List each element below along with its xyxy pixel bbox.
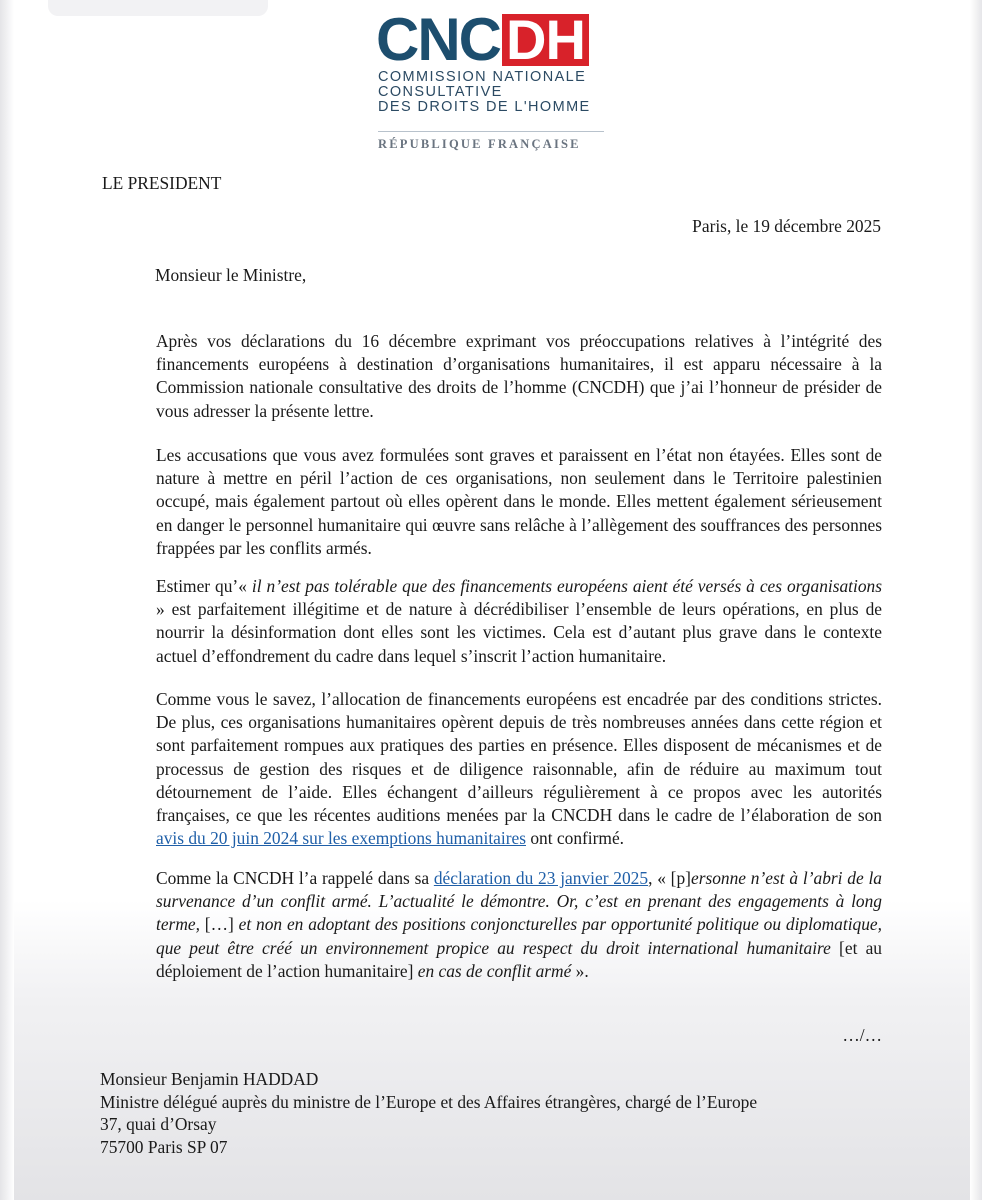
logo-wordmark	[376, 6, 589, 73]
page-shadow-left	[0, 0, 14, 1200]
recipient-position: Ministre délégué auprès du ministre de l’Europe et des Affaires étrangères, chargé de l’Europe	[100, 1091, 758, 1112]
cncdh-logo	[376, 6, 606, 152]
paragraph-5-quote-c: en cas de conflit armé	[417, 960, 572, 981]
recipient-address	[100, 1068, 757, 1158]
declaration-link[interactable]: déclaration du 23 janvier 2025	[433, 868, 649, 888]
logo-letters-dh: DH	[506, 8, 585, 71]
paragraph-1	[100, 330, 882, 423]
paragraph-4-text: Comme vous le savez, l’allocation de financements européens est encadrée par des conditions strictes. De plus, ces organisations humanitaires opèrent depuis de très nombreuses années dans cette région et sont parfaitement rompues aux pratiques des parties en présence. Elles disposent de mécanismes et de processus de gestion des risques et de diligence raisonnable, afin de réduire au maximum tout détournement de l’aide. Elles échangent d’ailleurs régulièrement à ce propos avec les autorités françaises, ce que les récentes auditions menées par la CNCDH dans le cadre de l’élaboration de son	[156, 689, 882, 826]
logo-dh-box	[502, 8, 589, 71]
salutation: Monsieur le Ministre,	[155, 265, 307, 285]
paragraph-5-intro: Comme la CNCDH l’a rappelé dans sa	[156, 868, 434, 888]
paragraph-5-bracket: [et au déploiement de l’action humanitaire]	[156, 937, 883, 981]
logo-divider	[378, 131, 604, 132]
paragraph-5-after-link: , « [p]	[648, 868, 691, 888]
paragraph-3-quote: il n’est pas tolérable que des financements européens aient été versés à ces organisations	[251, 576, 883, 596]
paragraph-2-text: Les accusations que vous avez formulées sont graves et paraissent en l’état non étayées. Elles sont de nature à mettre en péril l’action de ces organisations, non seulement dans le Territoire palestinien occupé, mais également partout où elles opèrent dans le monde. Elles mettent également sérieusement en danger le personnel humanitaire qui œuvre sans relâche à l’allègement des souffrances des personnes frappées par les conflits armés.	[156, 445, 882, 558]
paragraph-3-rest: » est parfaitement illégitime et de nature à décrédibiliser l’ensemble de leurs opérations, en plus de nourrir la désinformation dont elles sont les victimes. Cela est d’autant plus grave dans le contexte actuel d’effondrement du cadre dans lequel s’inscrit l’action humanitaire.	[156, 599, 882, 666]
paragraph-3-intro: Estimer qu’«	[156, 576, 252, 596]
paragraph-4-end: ont confirmé.	[525, 828, 625, 849]
logo-republic: RÉPUBLIQUE FRANÇAISE	[378, 137, 581, 151]
recipient-city: 75700 Paris SP 07	[100, 1136, 228, 1157]
paragraph-3	[100, 575, 882, 668]
paragraph-1-text: Après vos déclarations du 16 décembre exprimant vos préoccupations relatives à l’intégrité des financements européens à destination d’organisations humanitaires, il est apparu nécessaire à la Commission nationale consultative des droits de l’homme (CNCDH) que j’ai l’honneur de présider de vous adresser la présente lettre.	[156, 331, 882, 421]
recipient-name: Monsieur Benjamin HADDAD	[100, 1069, 319, 1089]
paragraph-5	[100, 867, 882, 983]
letter-date: Paris, le 19 décembre 2025	[692, 216, 881, 236]
sender-title: LE PRESIDENT	[102, 173, 222, 193]
paragraph-2	[100, 444, 882, 560]
avis-link[interactable]: avis du 20 juin 2024 sur les exemptions humanitaires	[156, 828, 526, 849]
continuation-mark: …/…	[842, 1025, 882, 1045]
paragraph-5-close: ».	[571, 960, 589, 981]
paragraph-5-quote-a: ersonne n’est à l’abri de la survenance d’un conflit armé. L’actualité le démontre. Or, c’est en prenant des engagements à long terme,	[156, 868, 882, 935]
page-shadow-right	[970, 0, 982, 1200]
paragraph-4	[100, 688, 882, 850]
logo-letters-cnc: CNC	[376, 6, 500, 73]
logo-subtitle: COMMISSION NATIONALE CONSULTATIVE DES DROITS DE L'HOMME	[378, 69, 591, 115]
paragraph-5-ellipsis: […]	[199, 914, 239, 935]
recipient-street: 37, quai d’Orsay	[100, 1114, 217, 1135]
paragraph-5-quote-b: et non en adoptant des positions conjoncturelles par opportunité politique ou diplomatique, que peut être créé un environnement propice au respect du droit international humanitaire	[156, 914, 882, 958]
top-overlay-tab	[48, 0, 268, 16]
